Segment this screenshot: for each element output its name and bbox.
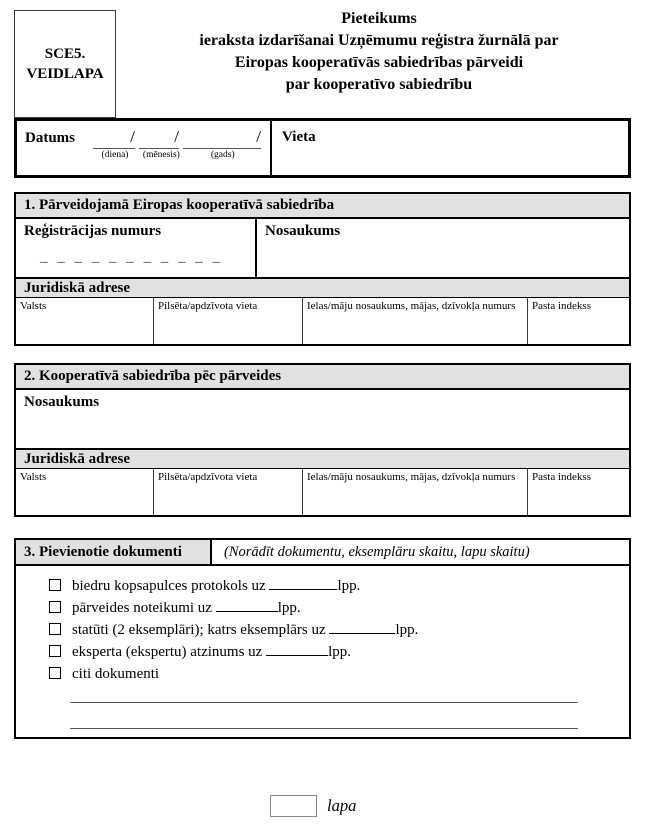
- section1-address-title: Juridiskā adrese: [16, 277, 629, 298]
- section1-main-row: [16, 219, 629, 277]
- day-field[interactable]: /: [93, 127, 135, 149]
- datums-label: Datums: [25, 130, 76, 146]
- document-item-noteikumi: [49, 597, 629, 619]
- section1-country-field[interactable]: [16, 298, 154, 344]
- document-item-atzinums: [49, 641, 629, 663]
- section1-city-label: Pilsēta/apdzīvota vieta: [158, 300, 258, 312]
- section3-title: 3. Pievienotie dokumenti: [16, 540, 212, 564]
- year-field[interactable]: /: [183, 127, 261, 149]
- document-item-statuti-label: statūti (2 eksemplāri); katrs eksemplārs uz: [72, 622, 326, 638]
- date-fields: [93, 127, 261, 149]
- section2-country-label: Valsts: [20, 471, 47, 483]
- other-documents-line-2[interactable]: [70, 728, 578, 729]
- document-item-noteikumi-suffix: lpp.: [277, 600, 301, 616]
- section1-title: 1. Pārveidojamā Eiropas kooperatīvā sabiedrība: [16, 194, 629, 219]
- document-item-statuti-suffix: lpp.: [395, 622, 419, 638]
- section2-street-label: Ielas/māju nosaukums, mājas, dzīvokļa numurs: [307, 471, 516, 483]
- document-item-citi: [49, 663, 629, 685]
- form-title-line-4: par kooperatīvo sabiedrību: [285, 76, 473, 93]
- section2-country-field[interactable]: [16, 469, 154, 515]
- section2-city-field[interactable]: [154, 469, 303, 515]
- protokols-pages-blank[interactable]: [269, 577, 337, 590]
- section2-address-row: [16, 469, 629, 515]
- section1-city-field[interactable]: [154, 298, 303, 344]
- document-item-protokols-label: biedru kopsapulces protokols uz: [72, 578, 266, 594]
- month-field[interactable]: /: [139, 127, 179, 149]
- year-caption: (gads): [210, 150, 235, 160]
- noteikumi-pages-blank[interactable]: [216, 599, 278, 612]
- page-number-box[interactable]: [270, 795, 317, 817]
- section2-address-title: Juridiskā adrese: [16, 448, 629, 469]
- section2-postal-code-field[interactable]: [528, 469, 629, 515]
- date-cell: [17, 121, 272, 175]
- day-caption: (diena): [101, 150, 129, 160]
- date-captions: [93, 150, 260, 160]
- checkbox-citi[interactable]: [49, 667, 61, 679]
- place-field[interactable]: [272, 121, 628, 175]
- registration-number-field[interactable]: [16, 219, 257, 277]
- registration-number-dashes: – – – – – – – – – – –: [40, 254, 223, 270]
- checkbox-statuti[interactable]: [49, 623, 61, 635]
- form-code-type: VEIDLAPA: [26, 66, 104, 82]
- section1-postal-code-label: Pasta indekss: [532, 300, 591, 312]
- date-place-table: [14, 118, 631, 178]
- document-item-statuti: [49, 619, 629, 641]
- form-title-line-1: Pieteikums: [341, 10, 417, 27]
- other-documents-line-1[interactable]: [70, 702, 578, 703]
- lapa-label: lapa: [327, 796, 357, 815]
- document-item-atzinums-suffix: lpp.: [328, 644, 352, 660]
- section2-name-field[interactable]: [16, 390, 629, 448]
- document-item-protokols: [49, 575, 629, 597]
- section1-address-row: [16, 298, 629, 344]
- form-code-box: [14, 10, 116, 118]
- section1-name-label: Nosaukums: [265, 223, 341, 239]
- section2-street-field[interactable]: [303, 469, 528, 515]
- checkbox-protokols[interactable]: [49, 579, 61, 591]
- vieta-label: Vieta: [282, 129, 316, 145]
- section3-header: [16, 540, 629, 566]
- section1-street-label: Ielas/māju nosaukums, mājas, dzīvokļa numurs: [307, 300, 516, 312]
- section-3: [14, 538, 631, 739]
- section3-hint: (Norādīt dokumentu, eksemplāru skaitu, lapu skaitu): [224, 544, 530, 560]
- section-1: [14, 192, 631, 346]
- section2-postal-code-label: Pasta indekss: [532, 471, 591, 483]
- form-code: SCE5.: [44, 46, 86, 62]
- registration-number-label: Reģistrācijas numurs: [24, 223, 162, 239]
- document-item-protokols-suffix: lpp.: [337, 578, 361, 594]
- section2-title: 2. Kooperatīvā sabiedrība pēc pārveides: [16, 365, 629, 390]
- month-caption: (mēnesis): [142, 150, 180, 160]
- section2-city-label: Pilsēta/apdzīvota vieta: [158, 471, 258, 483]
- form-title-line-3: Eiropas kooperatīvās sabiedrības pārveidi: [234, 54, 524, 71]
- checkbox-atzinums[interactable]: [49, 645, 61, 657]
- section1-postal-code-field[interactable]: [528, 298, 629, 344]
- section2-name-label: Nosaukums: [24, 394, 100, 410]
- section1-street-field[interactable]: [303, 298, 528, 344]
- document-item-citi-label: citi dokumenti: [72, 666, 160, 682]
- section1-country-label: Valsts: [20, 300, 47, 312]
- checkbox-noteikumi[interactable]: [49, 601, 61, 613]
- form-title: [118, 8, 640, 96]
- atzinums-pages-blank[interactable]: [266, 643, 328, 656]
- section-2: [14, 363, 631, 517]
- section3-body: [16, 566, 629, 734]
- form-title-line-2: ieraksta izdarīšanai Uzņēmumu reģistra žurnālā par: [199, 32, 559, 49]
- statuti-pages-blank[interactable]: [329, 621, 395, 634]
- section1-name-field[interactable]: [257, 219, 629, 277]
- document-item-noteikumi-label: pārveides noteikumi uz: [72, 600, 212, 616]
- document-item-atzinums-label: eksperta (ekspertu) atzinums uz: [72, 644, 263, 660]
